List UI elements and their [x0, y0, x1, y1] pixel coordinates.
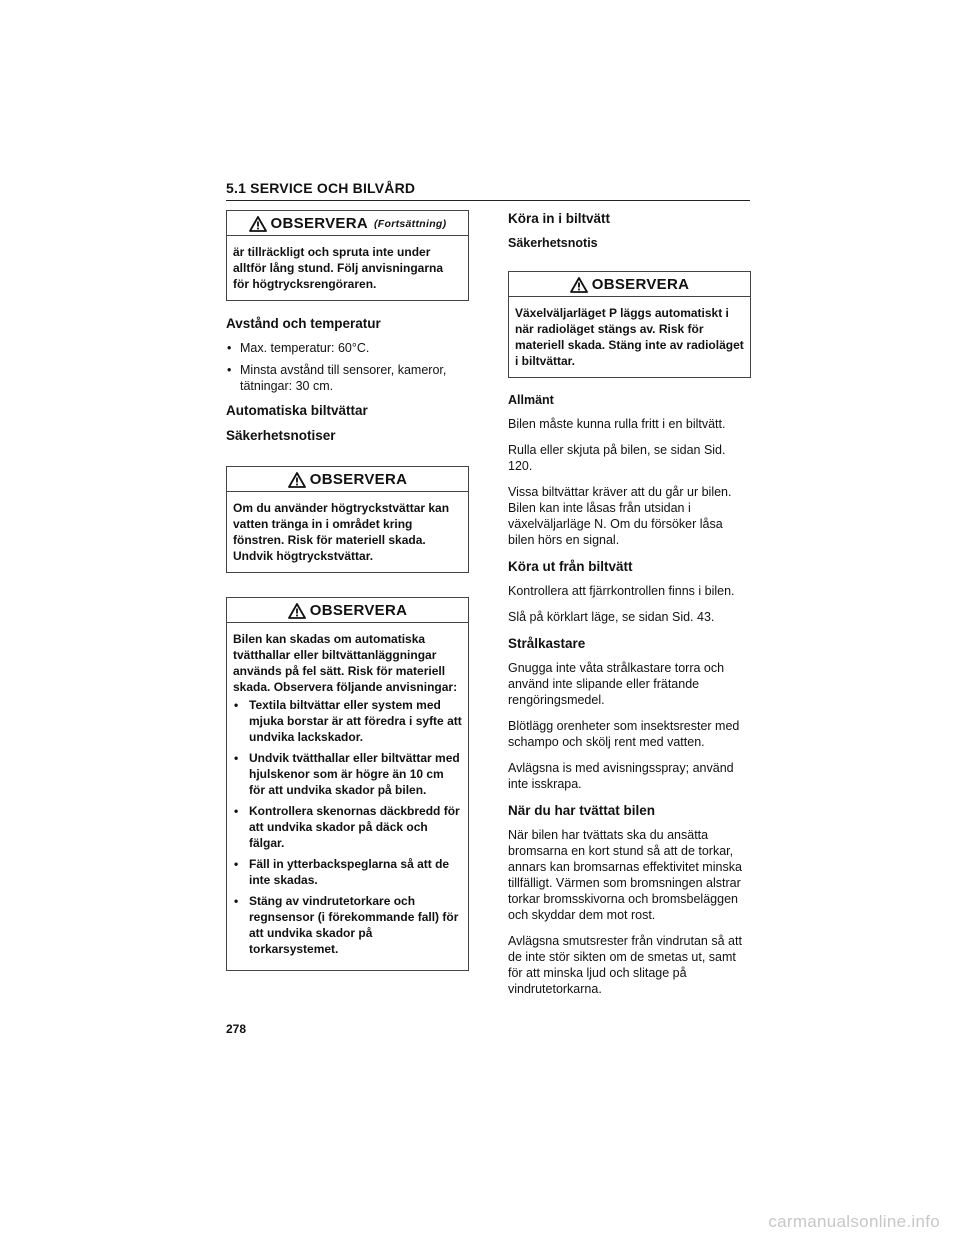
page-number: 278: [226, 1022, 247, 1036]
instruction-list: [233, 697, 462, 957]
warning-icon: [249, 216, 267, 232]
warning-body: [227, 236, 468, 300]
paragraph: Bilen måste kunna rulla fritt i en biltvätt.: [508, 417, 726, 431]
warning-title-text: OBSERVERA: [309, 602, 408, 619]
warning-box-continued: [226, 210, 469, 301]
list-item: • Fäll in ytterbackspeglarna så att de inte skadas.: [233, 856, 462, 888]
list-item: • Kontrollera skenornas däckbredd för att undvika skador på däck och fälgar.: [233, 803, 462, 851]
heading-drive-into-car-wash: Köra in i biltvätt: [508, 211, 611, 226]
heading-headlights: Strålkastare: [508, 636, 586, 651]
warning-text: Bilen kan skadas om automatiska tvätthallar eller biltvättanläggningar används på fel sätt. Risk för materiell skada. Observera följande anvisningar:: [233, 632, 458, 694]
paragraph: Gnugga inte våta strålkastare torra och använd inte slipande eller frätande rengöringsmedel.: [508, 661, 725, 707]
list-item: • Max. temperatur: 60°C.: [226, 340, 469, 356]
warning-icon: [570, 277, 588, 293]
list-item: • Minsta avstånd till sensorer, kameror, tätningar: 30 cm.: [226, 362, 469, 394]
paragraph: Vissa biltvättar kräver att du går ur bilen. Bilen kan inte låsas från utsidan i växelväljarläge N. Om du försöker låsa bilen hörs en signal.: [508, 485, 732, 547]
heading-drive-out-of-car-wash: Köra ut från biltvätt: [508, 559, 633, 574]
paragraph: Kontrollera att fjärrkontrollen finns i bilen.: [508, 584, 735, 598]
list-item: • Stäng av vindrutetorkare och regnsensor (i förekommande fall) för att undvika skador på torkarsystemet.: [233, 893, 462, 957]
warning-box-car-washes: [226, 597, 469, 971]
warning-title-text: OBSERVERA: [591, 276, 690, 293]
warning-text: är tillräckligt och spruta inte under alltför lång stund. Följ anvisningarna för högtrycksrengöraren.: [233, 245, 444, 291]
warning-text: Om du använder högtryckstvättar kan vatten tränga in i området kring fönstren. Risk för materiell skada. Undvik högtryckstvättar.: [233, 501, 450, 563]
warning-title: [509, 272, 750, 297]
warning-body: [509, 297, 750, 377]
paragraph: Rulla eller skjuta på bilen, se sidan Sid. 120.: [508, 443, 726, 473]
watermark: carmanualsonline.info: [768, 1212, 940, 1231]
warning-icon: [288, 472, 306, 488]
distance-list: [226, 340, 469, 394]
warning-body: [227, 492, 468, 572]
warning-box-pressure-washers: [226, 466, 469, 573]
warning-icon: [288, 603, 306, 619]
right-column: [508, 210, 751, 1007]
list-item: • Textila biltvättar eller system med mjuka borstar är att föredra i syfte att undvika lackskador.: [233, 697, 462, 745]
warning-title-text: OBSERVERA: [270, 215, 368, 232]
paragraph: Avlägsna is med avisningsspray; använd inte isskrapa.: [508, 761, 734, 791]
paragraph: Avlägsna smutsrester från vindrutan så att de inte stör sikten om de smetas ut, samt för att minska ljud och slitage på vindrutetorkarna.: [508, 934, 742, 996]
paragraph: Blötlägg orenheter som insektsrester med schampo och skölj rent med vatten.: [508, 719, 740, 749]
heading-safety-note: Säkerhetsnotis: [508, 236, 598, 250]
heading-distance-temperature: Avstånd och temperatur: [226, 316, 381, 331]
paragraph: Slå på körklart läge, se sidan Sid. 43.: [508, 610, 715, 624]
section-header: 5.1 SERVICE OCH BILVÅRD: [226, 180, 750, 201]
heading-automatic-car-washes: Automatiska biltvättar: [226, 403, 368, 418]
paragraph: När bilen har tvättats ska du ansätta bromsarna en kort stund så att de torkar, annars kan bromsarnas effektivitet minska tillfälligt. Värmen som bromsningen alstrar torkar bromsskivorna och bromsbeläggen och skyddar dem mot rost.: [508, 828, 742, 922]
left-column: [226, 210, 469, 985]
warning-text: Växelväljarläget P läggs automatiskt i när radioläget stängs av. Risk för materiell skada. Stäng inte av radioläget i biltvättar.: [515, 306, 744, 368]
warning-continued-label: (Fortsättning): [374, 217, 447, 230]
warning-title-text: OBSERVERA: [309, 471, 408, 488]
warning-box-park-position: [508, 271, 751, 378]
warning-title: [227, 598, 468, 623]
list-item: • Undvik tvätthallar eller biltvättar med hjulskenor som är högre än 10 cm för att undvika skador på bilen.: [233, 750, 462, 798]
warning-body: [227, 623, 468, 970]
warning-title: [227, 467, 468, 492]
heading-safety-notices: Säkerhetsnotiser: [226, 428, 336, 443]
heading-general: Allmänt: [508, 393, 554, 407]
warning-title: [227, 211, 468, 236]
heading-after-washing: När du har tvättat bilen: [508, 803, 656, 818]
